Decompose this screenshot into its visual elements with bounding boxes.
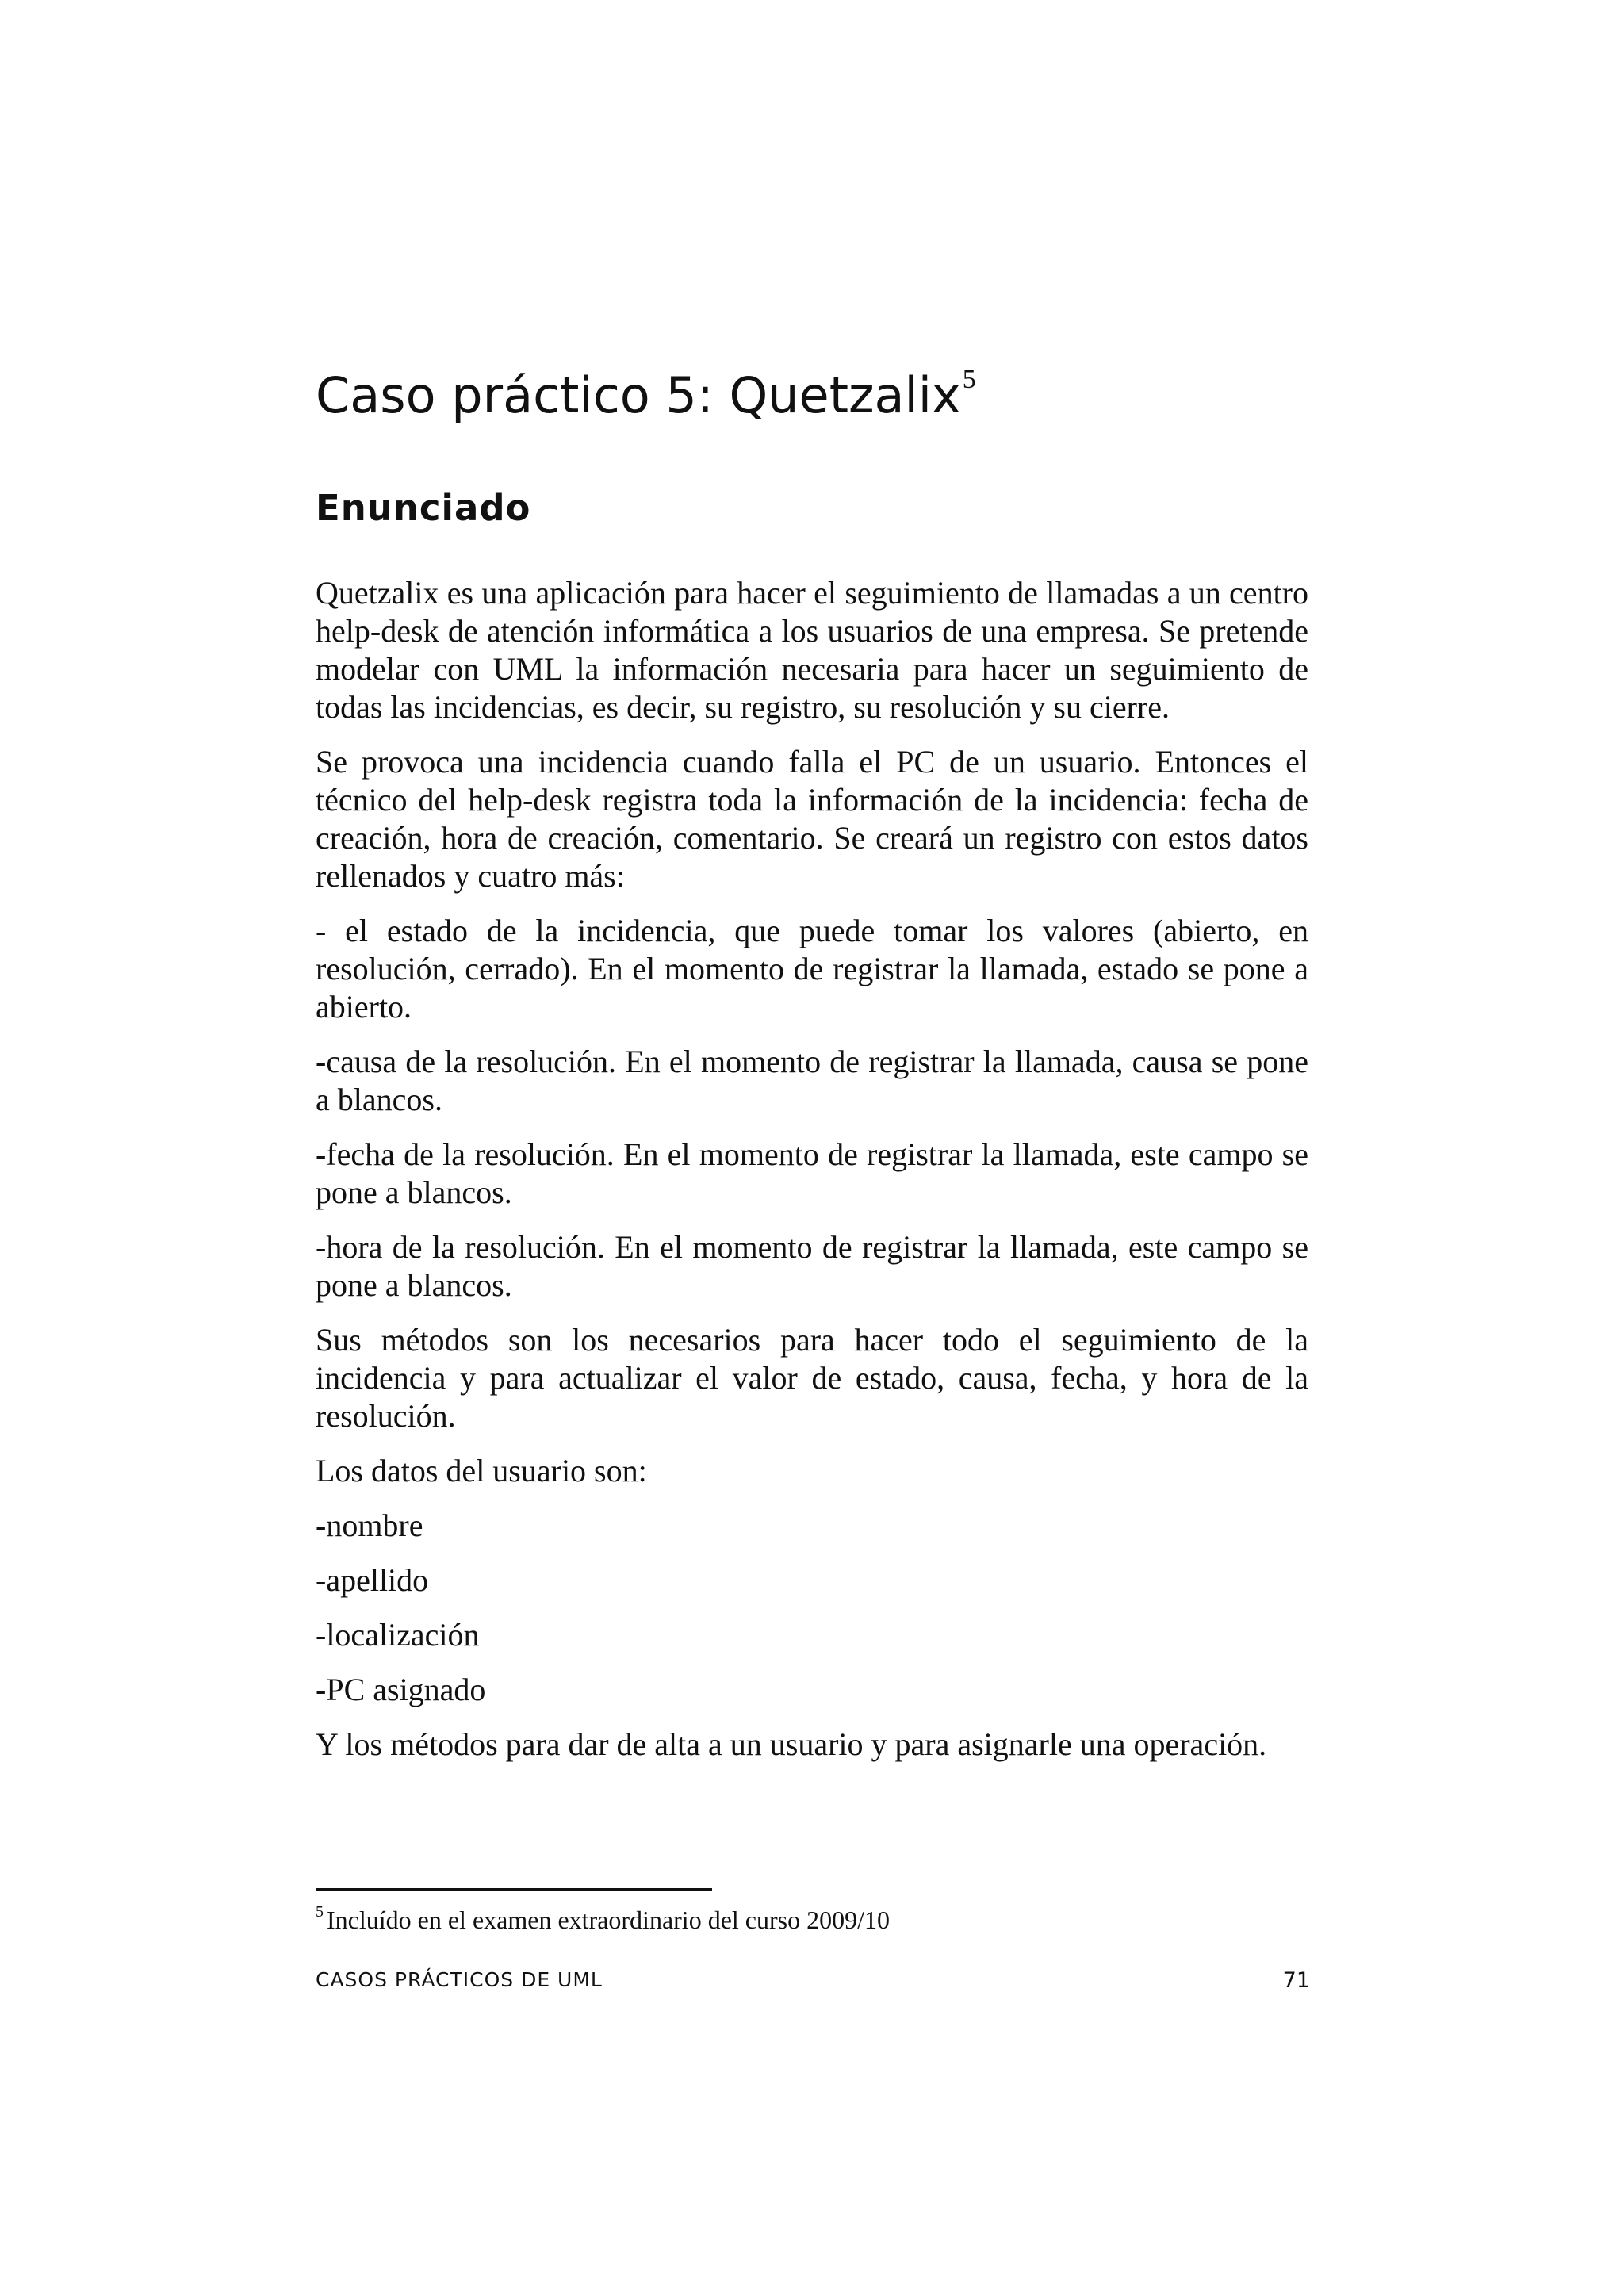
page-number: 71 [1282,1968,1310,1993]
list-item-localizacion: -localización [316,1617,480,1653]
paragraph-estado: - el estado de la incidencia, que puede tomar los valores (abierto, en resolución, cerrado). En el momento de registrar la llamada, estado se pone a abierto. [316,913,1308,1025]
footnote-marker: 5 [316,1903,324,1921]
list-item-nombre: -nombre [316,1507,423,1543]
paragraph-intro: Quetzalix es una aplicación para hacer el seguimiento de llamadas a un centro help-desk de atención informática a los usuarios de una empresa. Se pretende modelar con UML la información necesaria para hacer un seguimiento de todas las incidencias, es decir, su registro, su resolución y su cierre. [316,575,1308,725]
paragraph-incidencia: Se provoca una incidencia cuando falla el PC de un usuario. Entonces el técnico del help-desk registra toda la información de la incidencia: fecha de creación, hora de creación, comentario. Se creará un registro con estos datos rellenados y cuatro más: [316,744,1308,894]
paragraph-fecha: -fecha de la resolución. En el momento de registrar la llamada, este campo se pone a blancos. [316,1136,1308,1210]
paragraph-datos-usuario: Los datos del usuario son: [316,1453,647,1488]
running-footer-title: CASOS PRÁCTICOS DE UML [316,1968,603,1991]
paragraph-metodos-usuario: Y los métodos para dar de alta a un usuario y para asignarle una operación. [316,1726,1267,1762]
section-heading: Enunciado [316,487,531,529]
chapter-footnote-marker: 5 [962,365,976,394]
list-item-apellido: -apellido [316,1562,429,1598]
footnote [316,1903,890,1934]
paragraph-hora: -hora de la resolución. En el momento de registrar la llamada, este campo se pone a blancos. [316,1229,1308,1303]
paragraph-metodos: Sus métodos son los necesarios para hacer todo el seguimiento de la incidencia y para actualizar el valor de estado, causa, fecha, y hora de la resolución. [316,1322,1308,1434]
paragraph-causa: -causa de la resolución. En el momento de registrar la llamada, causa se pone a blancos. [316,1044,1308,1117]
chapter-title [316,365,976,424]
chapter-title-text: Caso práctico 5: Quetzalix [316,366,961,424]
footnote-text: Incluído en el examen extraordinario del curso 2009/10 [327,1906,890,1934]
footnote-divider [316,1888,712,1891]
list-item-pc-asignado: -PC asignado [316,1672,486,1707]
body-text [316,574,1308,1780]
